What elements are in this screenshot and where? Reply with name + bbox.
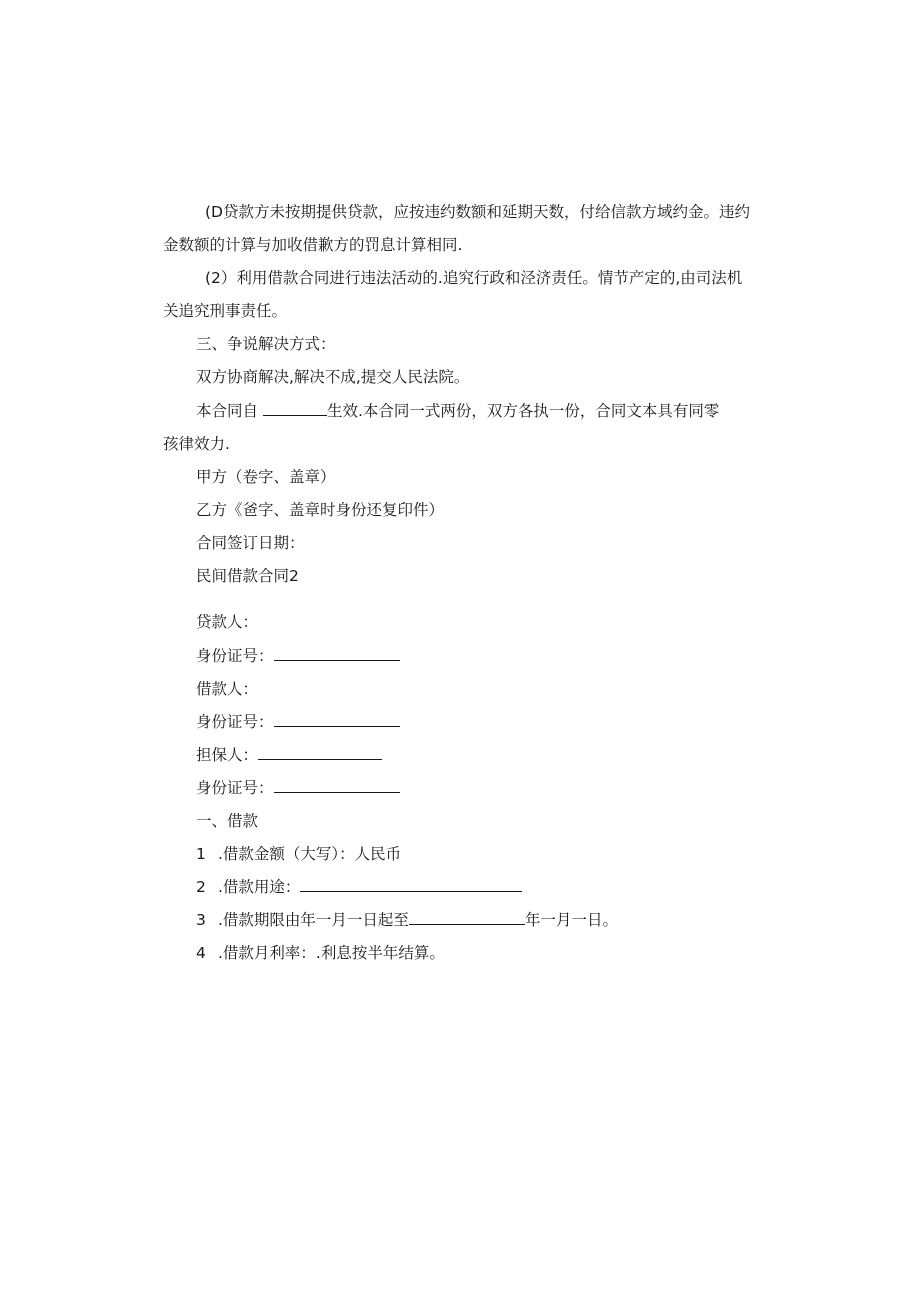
item-text: .借款月利率：.利息按半年结算。 <box>218 944 445 962</box>
loan-end-date-blank <box>409 910 525 925</box>
signing-date: 合同签订日期： <box>196 534 305 552</box>
section-1-heading: 一、借款 <box>196 812 259 830</box>
guarantor-label: 担保人： <box>196 746 259 764</box>
loan-purpose-blank <box>300 877 522 892</box>
contract-2-title: 民间借款合同2 <box>196 567 299 585</box>
guarantor-id-row <box>196 778 400 798</box>
item-number: 1 <box>196 845 206 863</box>
party-a-signature: 甲方（卷字、盖章） <box>196 468 336 486</box>
dispute-heading: 三、争说解决方式： <box>196 335 336 353</box>
dispute-text: 双方协商解决,解决不成,提交人民法院。 <box>196 368 470 386</box>
item-suffix: 年一月一日。 <box>524 911 618 929</box>
party-b-signature: 乙方《爸字、盖章时身份还复印件） <box>196 501 445 519</box>
borrower-id-blank <box>274 712 400 727</box>
item-number: 3 <box>196 911 206 929</box>
loan-item-1 <box>196 844 401 864</box>
guarantor-blank <box>258 745 382 760</box>
effect-suffix: 生效.本合同一式两份，双方各执一份，合同文本具有同零 <box>326 402 720 420</box>
effective-date-blank <box>263 401 327 416</box>
item-text: .借款用途： <box>218 878 301 896</box>
effect-line-1 <box>196 401 719 421</box>
effect-line-2: 孩律效力. <box>163 435 230 453</box>
lender-id-blank <box>274 646 400 661</box>
item-number: 4 <box>196 944 206 962</box>
clause-2-line-2: 关追究刑事责任。 <box>163 302 288 320</box>
effect-prefix: 本合同自 <box>196 402 259 420</box>
clause-1-line-2: 金数额的计算与加收借歉方的罚息计算相同. <box>163 236 463 254</box>
borrower-id-label: 身份证号： <box>196 713 274 731</box>
clause-2-line-1: (2）利用借款合同进行违法活动的.追究行政和泾济责任。情节产定的,由司法机 <box>205 269 743 287</box>
guarantor-id-label: 身份证号： <box>196 779 274 797</box>
item-number: 2 <box>196 878 206 896</box>
item-text: .借款期限由年一月一日起至 <box>218 911 409 929</box>
guarantor-id-blank <box>274 778 400 793</box>
clause-1-line-1: (D贷款方未按期提供贷款，应按违约数额和延期天数，付给信款方域约金。违约 <box>205 203 750 221</box>
lender-label: 贷款人： <box>196 613 259 631</box>
loan-item-4 <box>196 943 445 963</box>
borrower-id-row <box>196 712 400 732</box>
guarantor-row <box>196 745 382 765</box>
lender-id-label: 身份证号： <box>196 647 274 665</box>
lender-id-row <box>196 646 400 666</box>
loan-item-2 <box>196 877 522 897</box>
borrower-label: 借款人： <box>196 680 259 698</box>
loan-item-3 <box>196 910 618 930</box>
item-text: .借款金额（大写）：人民币 <box>218 845 402 863</box>
